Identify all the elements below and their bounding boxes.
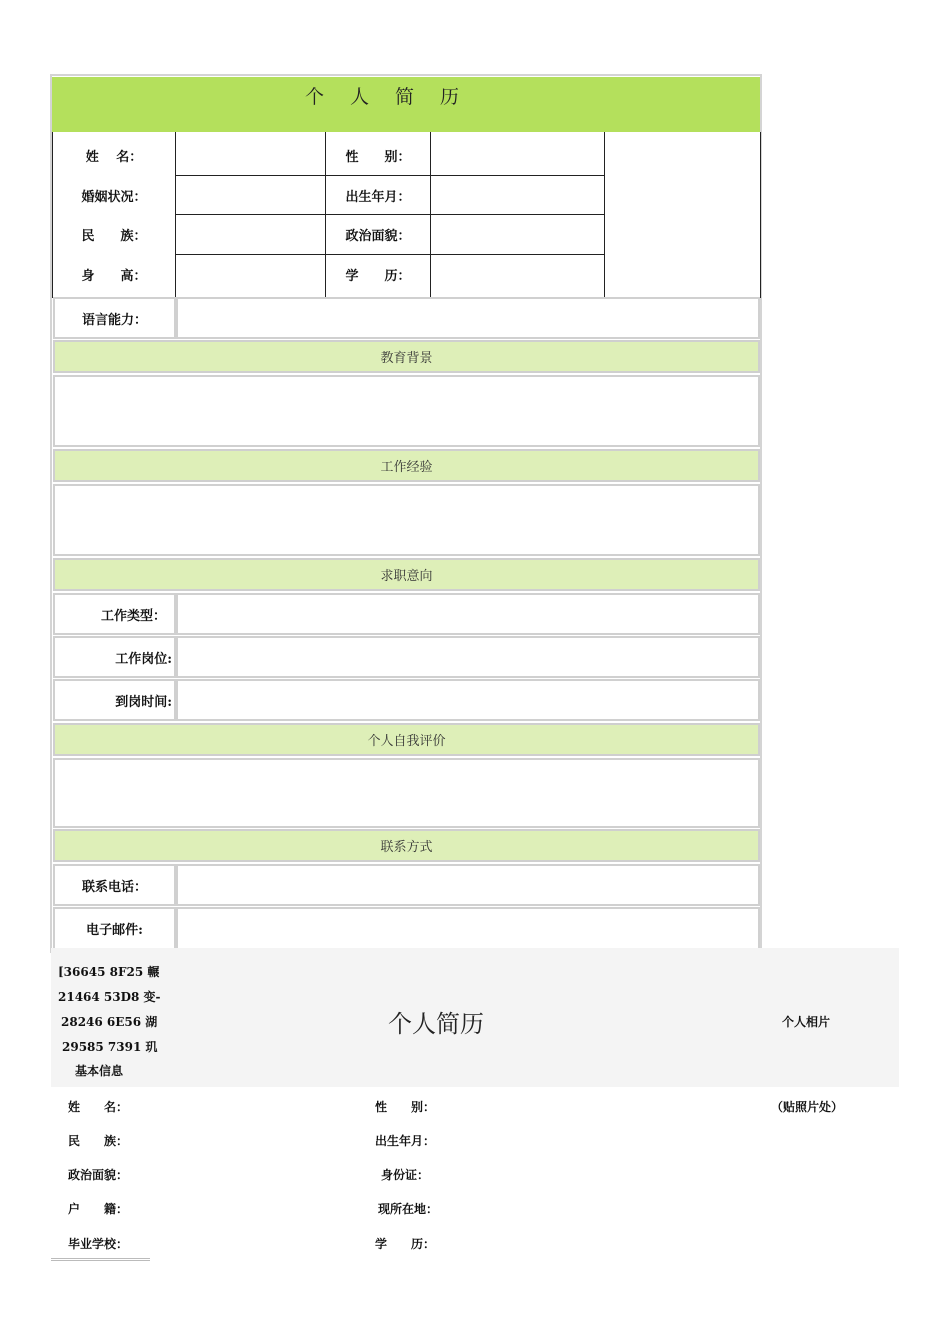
gender-label: 性 别： [345,150,411,165]
job-position-field[interactable] [176,636,760,678]
self-eval-textarea[interactable] [53,758,760,828]
photo-box [604,132,761,298]
gender-field[interactable] [432,134,603,174]
job-type-label: 工作类型： [53,593,176,635]
code-line: 21464 53D8 变- [58,990,161,1004]
section-work: 工作经验 [53,449,760,482]
location-label: 现所在地： [378,1202,439,1216]
work-textarea[interactable] [53,484,760,556]
marital-label: 婚姻状况： [81,190,147,205]
language-label: 语言能力： [53,297,176,339]
political-label: 政治面貌： [345,229,411,244]
political-field[interactable] [432,216,603,253]
hukou-label: 户 籍： [68,1202,129,1216]
photo-placeholder: （贴照片处） [771,1100,844,1114]
education-textarea[interactable] [53,375,760,447]
section-education: 教育背景 [53,340,760,373]
ethnic-label: 民 族： [81,229,147,244]
language-field[interactable] [176,297,760,339]
birth-label: 出生年月： [375,1134,436,1148]
section-contact: 联系方式 [53,829,760,862]
school-label: 毕业学校： [68,1237,129,1251]
id-card-label: 身份证： [381,1168,430,1182]
section-self-eval: 个人自我评价 [53,723,760,756]
name-label: 姓 名： [68,1100,129,1114]
name-label: 姓 名： [85,150,143,165]
code-line: 29585 7391 玑 [62,1040,158,1054]
phone-field[interactable] [176,864,760,906]
phone-label: 联系电话： [53,864,176,906]
code-line: 28246 6E56 湖 [61,1015,158,1029]
birth-field[interactable] [432,177,603,213]
marital-field[interactable] [177,177,324,213]
basic-info-heading: 基本信息 [75,1064,124,1078]
email-field[interactable] [176,907,760,950]
photo-label: 个人相片 [782,1015,831,1029]
section-intent: 求职意向 [53,558,760,591]
job-type-field[interactable] [176,593,760,635]
education-label: 学 历： [345,269,411,284]
education-field[interactable] [432,256,603,296]
start-date-label: 到岗时间: [53,679,176,721]
doc-title: 个人简历 [388,1010,484,1038]
form-title: 个 人 简 历 [304,86,470,108]
divider [51,1258,150,1261]
gender-label: 性 别： [375,1100,436,1114]
height-field[interactable] [177,256,324,296]
job-position-label: 工作岗位: [53,636,176,678]
ethnic-field[interactable] [177,216,324,253]
ethnic-label: 民 族： [68,1134,129,1148]
code-line: [36645 8F25 輾 [58,965,160,979]
political-label: 政治面貌： [68,1168,129,1182]
birth-label: 出生年月： [345,190,411,205]
name-field[interactable] [177,134,324,174]
email-label: 电子邮件: [53,907,176,950]
height-label: 身 高： [81,269,147,284]
education-label: 学 历： [375,1237,436,1251]
start-date-field[interactable] [176,679,760,721]
